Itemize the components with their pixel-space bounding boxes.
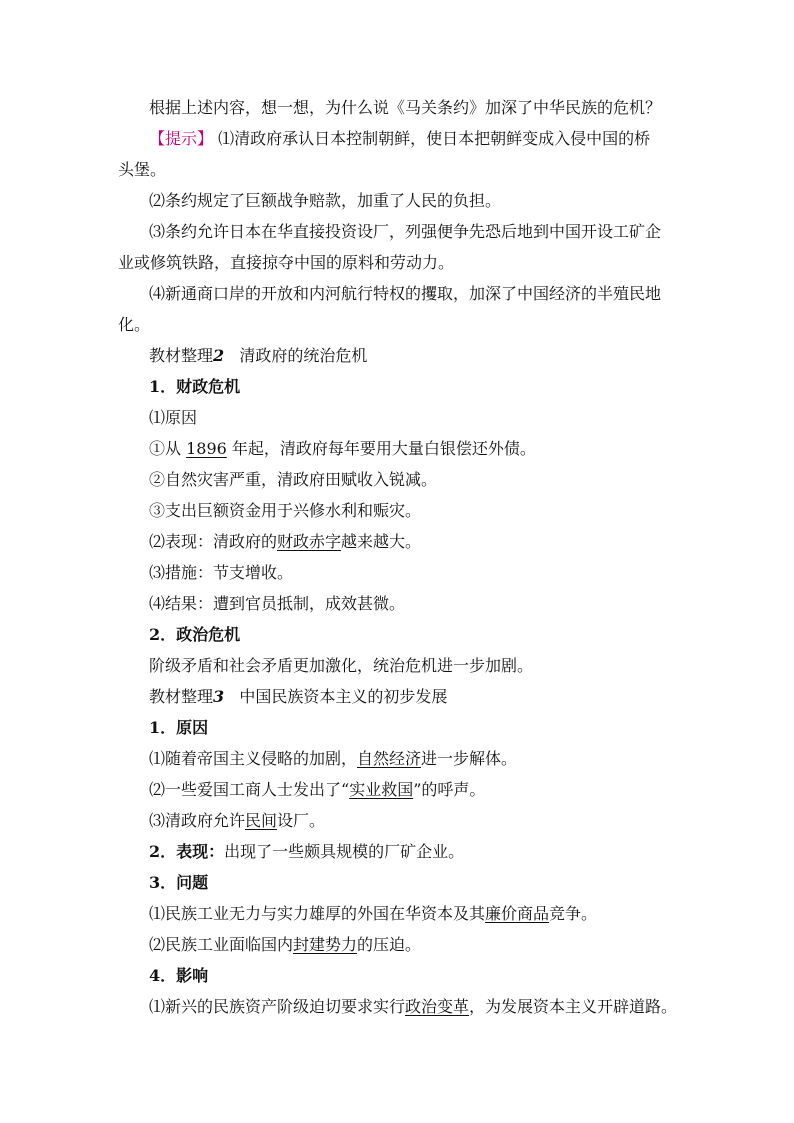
s2-heading-2-body-text: 阶级矛盾和社会矛盾更加激化，统治危机进一步加剧。 [149, 656, 534, 675]
s3-problem-1-pre: ⑴民族工业无力与实力雄厚的外国在华资本及其 [149, 904, 486, 923]
s2-point-3-text: ⑶措施：节支增收。 [149, 563, 294, 582]
s3-cause-2-underline: 实业救国 [349, 780, 414, 799]
hint-line-4 [149, 222, 661, 242]
s3-heading-4-text: 4．影响 [149, 966, 209, 985]
s3-heading-2-text: 出现了一些颇具规模的厂矿企业。 [224, 842, 465, 861]
s2-reason-3-text: ③支出巨额资金用于兴修水利和赈灾。 [149, 501, 422, 520]
hint-line-5 [118, 253, 454, 273]
s2-point-3 [149, 563, 293, 583]
s3-problem-2-pre: ⑵民族工业面临国内 [149, 935, 294, 954]
section-2-prefix: 教材整理 [149, 346, 214, 365]
s3-cause-3-post: 设厂。 [277, 811, 326, 830]
s3-problem-1-post: 竞争。 [549, 904, 598, 923]
s3-heading-3 [149, 873, 208, 893]
s3-heading-3-text: 3．问题 [149, 873, 209, 892]
s3-impact-1-pre: ⑴新兴的民族资产阶级迫切要求实行 [149, 997, 406, 1016]
s3-cause-3-pre: ⑶清政府允许 [149, 811, 246, 830]
s3-cause-1-post: 进一步解体。 [421, 749, 518, 768]
section-3-title [149, 687, 447, 707]
hint-label: 【提示】 [149, 129, 214, 148]
section-3-heading: 中国民族资本主义的初步发展 [239, 687, 448, 706]
hint-line-3 [149, 191, 501, 211]
hint-p1-b: 头堡。 [118, 160, 167, 179]
s3-cause-3 [149, 811, 325, 831]
s2-point-2-underline: 财政赤字 [277, 532, 342, 551]
s2-heading-1-text: 1．财政危机 [149, 377, 241, 396]
s3-problem-1 [149, 904, 597, 924]
s2-point-2 [149, 532, 421, 552]
s3-problem-2-post: 的压迫。 [357, 935, 422, 954]
s2-point-2-post: 越来越大。 [341, 532, 422, 551]
question-line [149, 98, 661, 118]
section-3-prefix: 教材整理 [149, 687, 214, 706]
s3-cause-1-pre: ⑴随着帝国主义侵略的加剧， [149, 749, 358, 768]
hint-line-1 [149, 129, 650, 149]
s3-heading-1-text: 1．原因 [149, 718, 209, 737]
s3-heading-2 [149, 842, 464, 862]
s2-heading-1 [149, 377, 240, 397]
s3-impact-1 [149, 997, 677, 1017]
s2-reason-1-underline: 1896 [186, 439, 227, 458]
hint-p1-a: ⑴清政府承认日本控制朝鲜，使日本把朝鲜变成入侵中国的桥 [213, 129, 651, 148]
s3-heading-2-label: 2．表现： [149, 842, 225, 861]
s2-heading-2-text: 2．政治危机 [149, 625, 241, 644]
s3-problem-1-underline: 廉价商品 [485, 904, 550, 923]
s2-reason-1-pre: ①从 [149, 439, 187, 458]
hint-p2: ⑵条约规定了巨额战争赔款，加重了人民的负担。 [149, 191, 502, 210]
s2-reason-1-post: 年起，清政府每年要用大量白银偿还外债。 [226, 439, 536, 458]
s3-cause-1 [149, 749, 517, 769]
section-2-heading: 清政府的统治危机 [239, 346, 368, 365]
question-text: 根据上述内容，想一想，为什么说《马关条约》加深了中华民族的危机？ [149, 98, 662, 117]
s2-reason-2 [149, 470, 437, 490]
s2-sub-1-text: ⑴原因 [149, 408, 198, 427]
section-3-number: 3 [213, 687, 225, 706]
s3-cause-1-underline: 自然经济 [357, 749, 422, 768]
s2-heading-2-body [149, 656, 533, 676]
hint-line-2 [118, 160, 166, 180]
section-2-title [149, 346, 367, 366]
hint-p3-b: 业或修筑铁路，直接掠夺中国的原料和劳动力。 [118, 253, 455, 272]
s3-heading-4 [149, 966, 208, 986]
section-2-number: 2 [213, 346, 225, 365]
s2-heading-2 [149, 625, 240, 645]
s2-sub-1 [149, 408, 197, 428]
s3-impact-1-post: ，为发展资本主义开辟道路。 [469, 997, 678, 1016]
hint-p4-a: ⑷新通商口岸的开放和内河航行特权的攫取，加深了中国经济的半殖民地 [149, 284, 662, 303]
s2-point-2-pre: ⑵表现：清政府的 [149, 532, 278, 551]
s2-reason-3 [149, 501, 421, 521]
s3-impact-1-underline: 政治变革 [405, 997, 470, 1016]
s3-cause-3-underline: 民间 [245, 811, 278, 830]
s2-point-4-text: ⑷结果：遭到官员抵制，成效甚微。 [149, 594, 406, 613]
s3-cause-2 [149, 780, 485, 800]
s2-point-4 [149, 594, 405, 614]
hint-p4-b: 化。 [118, 315, 151, 334]
s2-reason-2-text: ②自然灾害严重，清政府田赋收入锐减。 [149, 470, 438, 489]
s3-heading-1 [149, 718, 208, 738]
s3-problem-2 [149, 935, 421, 955]
s2-reason-1 [149, 439, 536, 459]
hint-line-7 [118, 315, 150, 335]
s3-cause-2-post: ”的呼声。 [413, 780, 486, 799]
s3-problem-2-underline: 封建势力 [293, 935, 358, 954]
hint-line-6 [149, 284, 661, 304]
hint-p3-a: ⑶条约允许日本在华直接投资设厂，列强便争先恐后地到中国开设工矿企 [149, 222, 662, 241]
s3-cause-2-pre: ⑵一些爱国工商人士发出了“ [149, 780, 350, 799]
